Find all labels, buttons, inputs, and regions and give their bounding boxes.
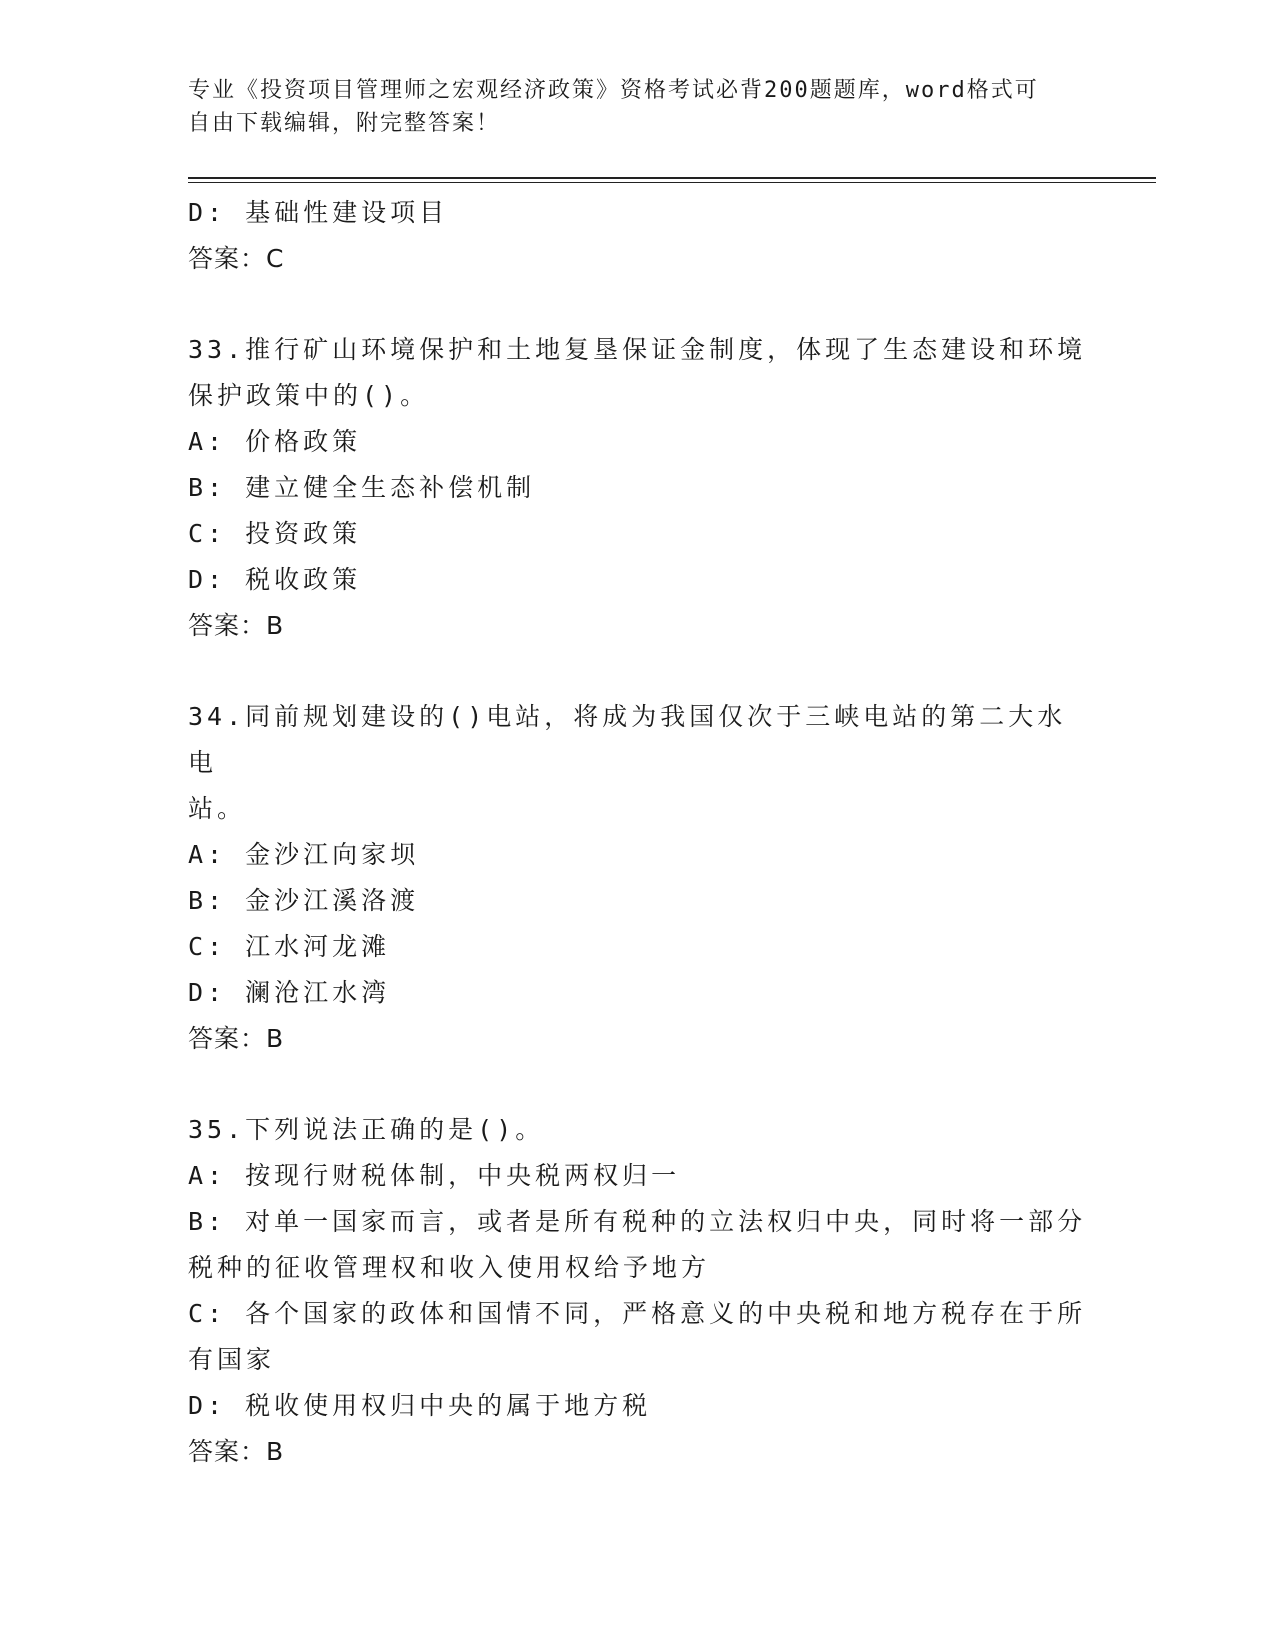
question-stem-continued: 站。 (188, 794, 247, 823)
spacer (188, 282, 1088, 327)
question-33 (188, 327, 1088, 649)
header-line-1: 专业《投资项目管理师之宏观经济政策》资格考试必背200题题库，word格式可 (188, 78, 1039, 103)
spacer (188, 1062, 1088, 1107)
option-a: A: 按现行财税体制，中央税两权归一 (188, 1161, 681, 1190)
header-line-2: 自由下载编辑，附完整答案！ (188, 111, 501, 136)
option-c: C: 投资政策 (188, 519, 362, 548)
option-b: B: 金沙江溪洛渡 (188, 886, 420, 915)
spacer (188, 649, 1088, 694)
question-32-tail (188, 190, 1088, 282)
answer-line: 答案：B (188, 1437, 285, 1466)
option-d: D: 澜沧江水湾 (188, 978, 391, 1007)
option-c-continued: 有国家 (188, 1345, 276, 1374)
question-stem: 34.同前规划建设的()电站，将成为我国仅次于三峡电站的第二大水电 (188, 702, 1067, 777)
question-34 (188, 694, 1088, 1062)
question-content (188, 190, 1088, 1475)
option-d: D: 税收使用权归中央的属于地方税 (188, 1391, 652, 1420)
option-b: B: 对单一国家而言，或者是所有税种的立法权归中央，同时将一部分 (188, 1207, 1087, 1236)
question-35 (188, 1107, 1088, 1475)
header-divider-thin (188, 182, 1156, 183)
document-header (188, 74, 1068, 140)
header-divider-thick (188, 177, 1156, 179)
question-stem: 33.推行矿山环境保护和土地复垦保证金制度，体现了生态建设和环境 (188, 335, 1087, 364)
answer-line: 答案：C (188, 244, 285, 273)
option-d: D: 基础性建设项目 (188, 198, 449, 227)
option-c: C: 各个国家的政体和国情不同，严格意义的中央税和地方税存在于所 (188, 1299, 1087, 1328)
option-d: D: 税收政策 (188, 565, 362, 594)
option-c: C: 江水河龙滩 (188, 932, 391, 961)
option-a: A: 价格政策 (188, 427, 362, 456)
option-b-continued: 税种的征收管理权和收入使用权给予地方 (188, 1253, 711, 1282)
option-a: A: 金沙江向家坝 (188, 840, 420, 869)
question-stem: 35.下列说法正确的是()。 (188, 1115, 545, 1144)
answer-line: 答案：B (188, 611, 285, 640)
question-stem-continued: 保护政策中的()。 (188, 381, 430, 410)
answer-line: 答案：B (188, 1024, 285, 1053)
option-b: B: 建立健全生态补偿机制 (188, 473, 536, 502)
